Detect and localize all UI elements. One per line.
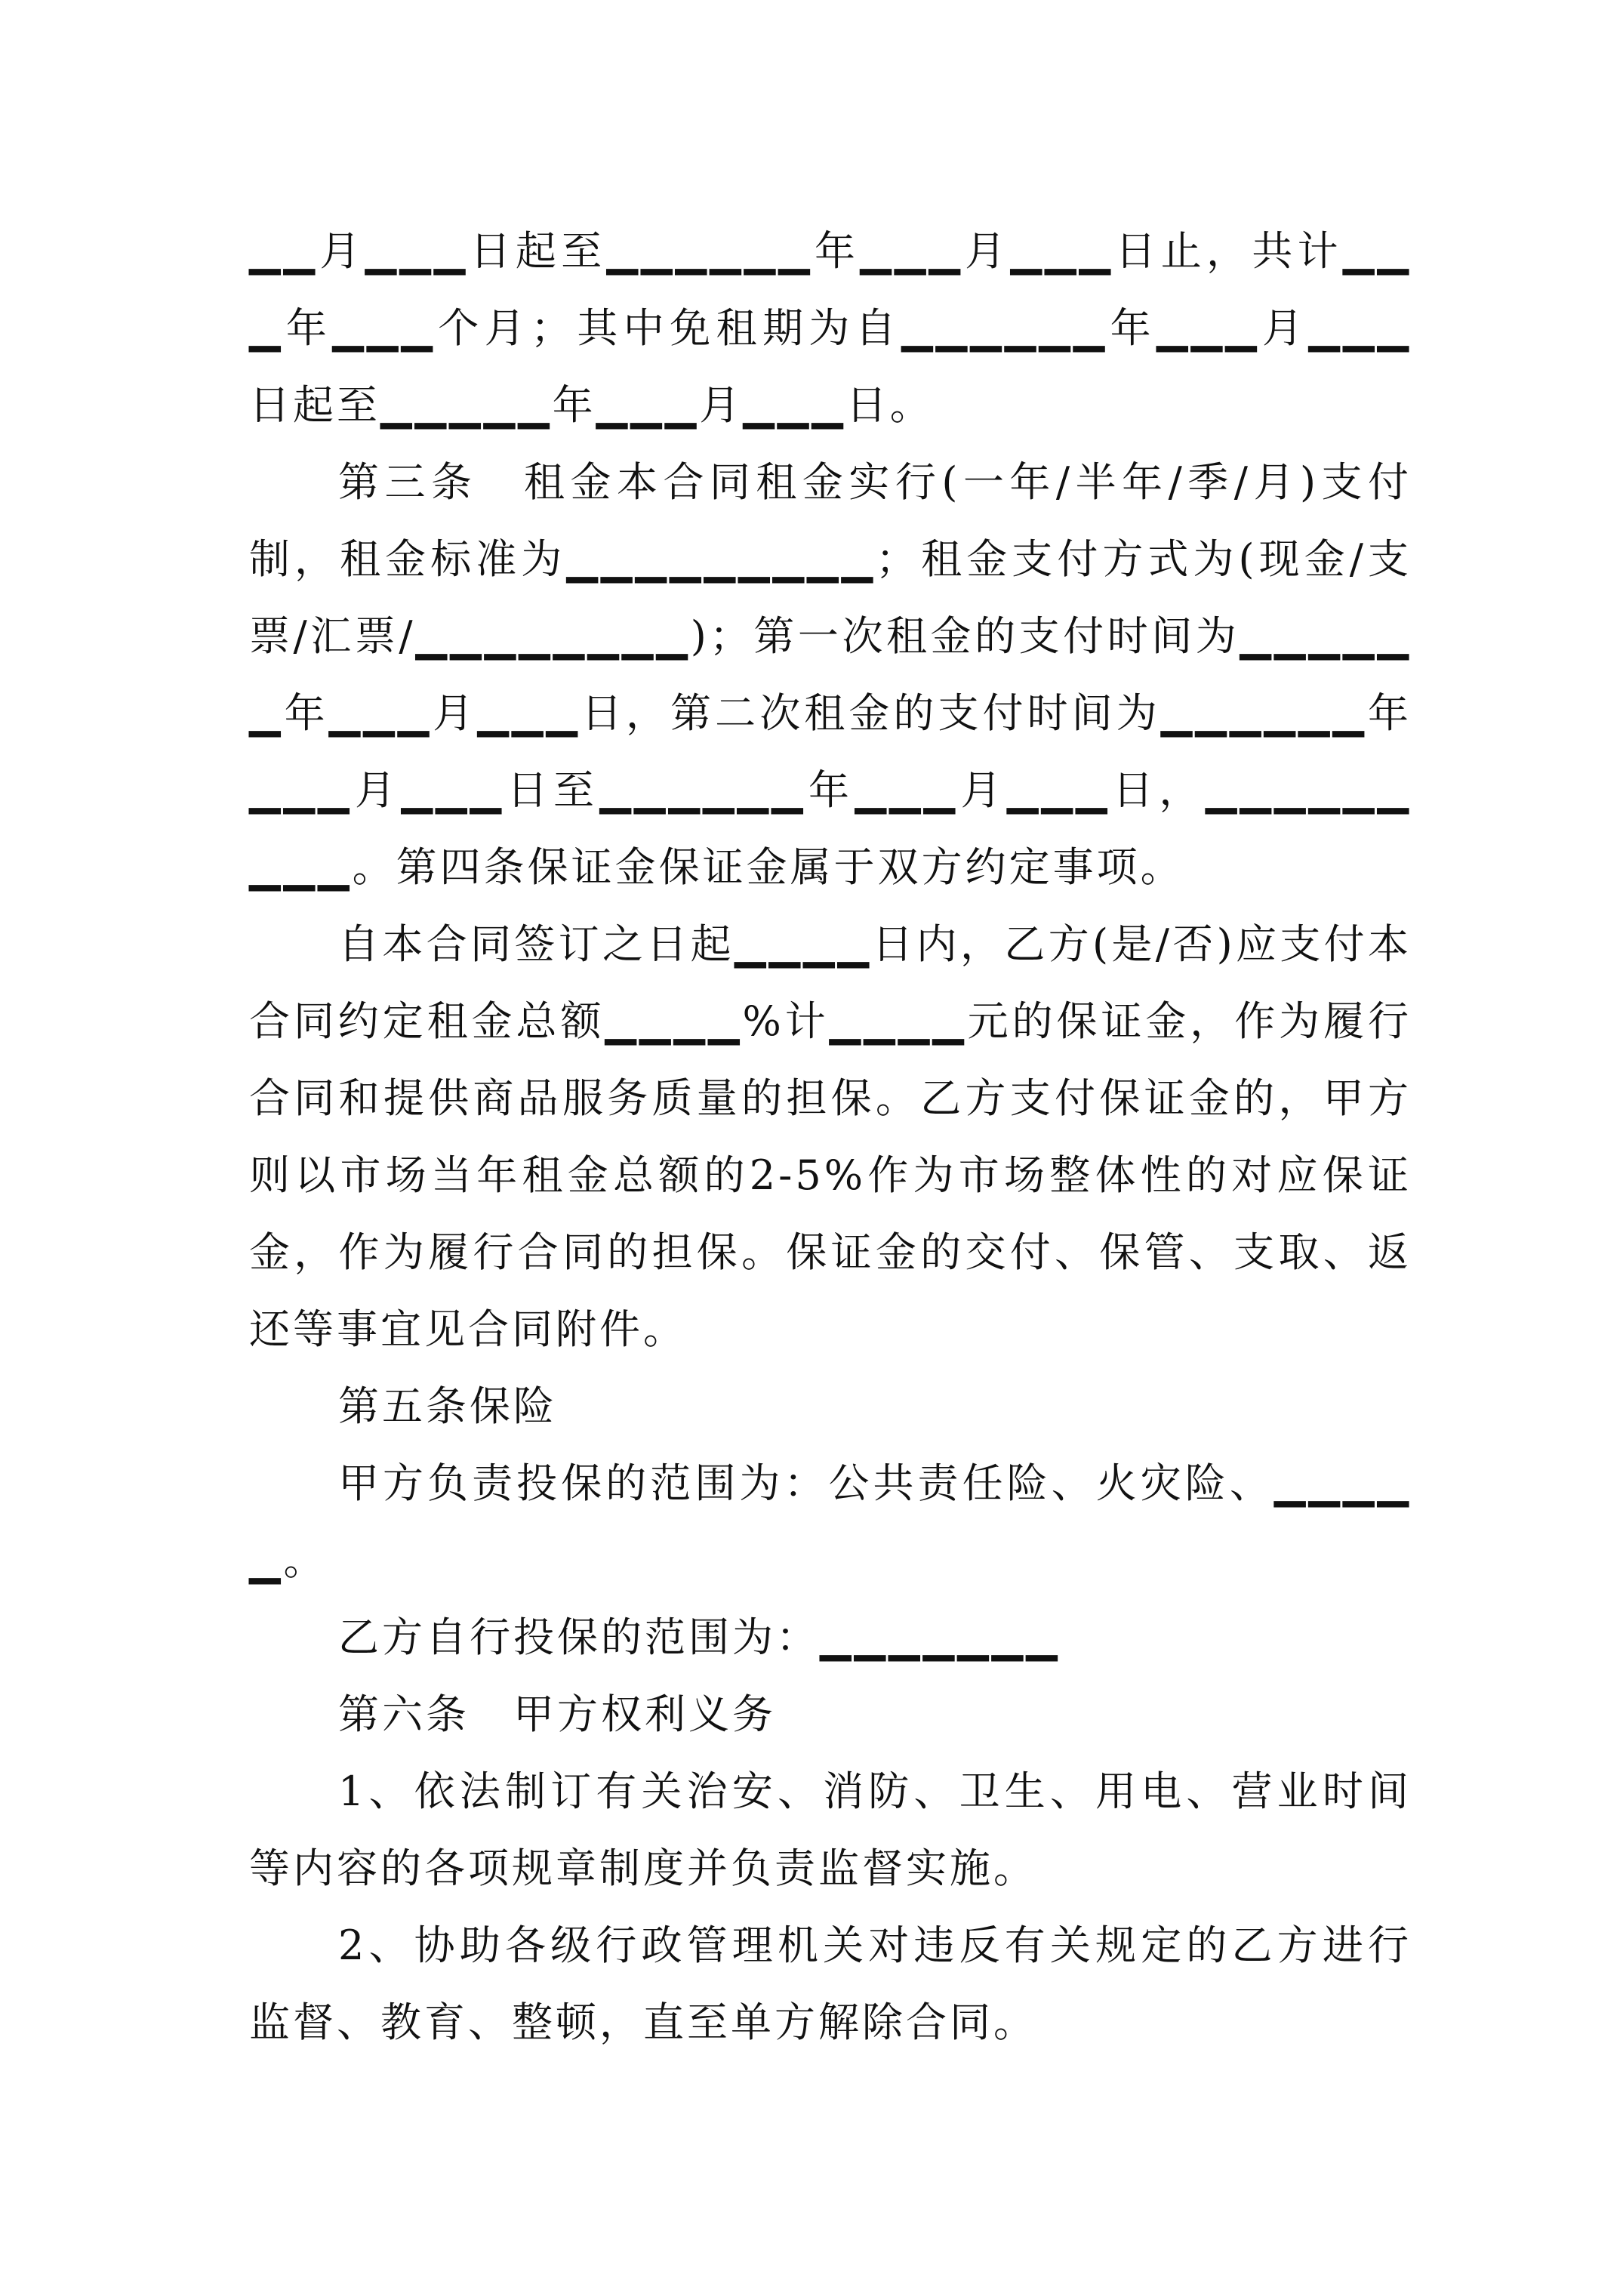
paragraph-lease-term: ▁▁月▁▁▁日起至▁▁▁▁▁▁年▁▁▁月▁▁▁日止，共计▁▁▁年▁▁▁个月；其中免租期为自▁▁▁▁▁▁年▁▁▁月▁▁▁日起至▁▁▁▁▁年▁▁▁月▁▁▁日。 — [249, 227, 1412, 429]
paragraph-deposit: 自本合同签订之日起▁▁▁▁日内，乙方(是/否)应支付本合同约定租金总额▁▁▁▁%计▁▁▁▁元的保证金，作为履行合同和提供商品服务质量的担保。乙方支付保证金的，甲方则以市场当年租金总额的2-5%作为市场整体性的对应保证金，作为履行合同的担保。保证金的交付、保管、支取、返还等事宜见合同附件。 — [249, 920, 1412, 1353]
heading-article-6-party-a-rights: 第六条 甲方权利义务 — [338, 1690, 776, 1738]
paragraph-item-2: 2、协助各级行政管理机关对违反有关规定的乙方进行监督、教育、整顿，直至单方解除合同。 — [249, 1922, 1412, 2046]
paragraph-party-b-insurance: 乙方自行投保的范围为：▁▁▁▁▁▁▁ — [338, 1613, 1061, 1661]
document-body — [249, 213, 1412, 2061]
paragraph-item-1: 1、依法制订有关治安、消防、卫生、用电、营业时间等内容的各项规章制度并负责监督实施。 — [249, 1767, 1412, 1892]
paragraph-party-a-insurance: 甲方负责投保的范围为：公共责任险、火灾险、▁▁▁▁▁。 — [249, 1459, 1412, 1584]
heading-article-5-insurance: 第五条保险 — [338, 1382, 557, 1430]
paragraph-article-3-rent: 第三条 租金本合同租金实行(一年/半年/季/月)支付制，租金标准为▁▁▁▁▁▁▁▁▁；租金支付方式为(现金/支票/汇票/▁▁▁▁▁▁▁▁)；第一次租金的支付时间为▁▁▁▁▁▁年▁▁▁月▁▁▁日，第二次租金的支付时间为▁▁▁▁▁▁年▁▁▁月▁▁▁日至▁▁▁▁▁▁年▁▁▁月▁▁▁日，▁▁▁▁▁▁▁▁▁。第四条保证金保证金属于双方约定事项。 — [249, 458, 1412, 891]
